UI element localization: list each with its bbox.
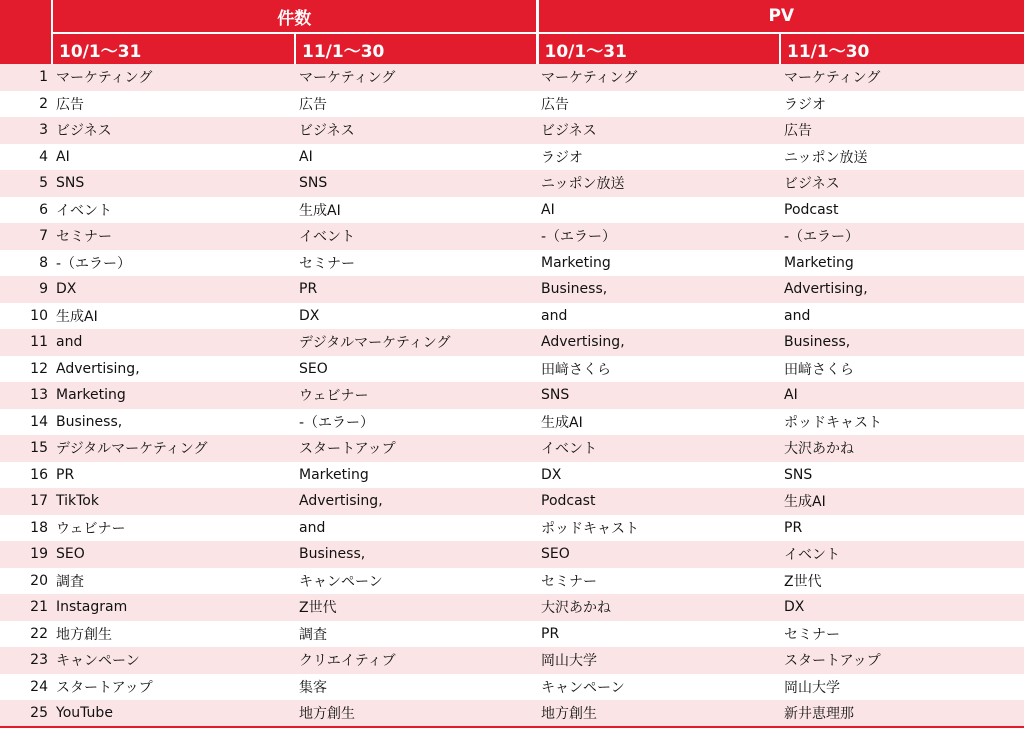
period-header-count-oct: 10/1～31	[52, 33, 295, 64]
rank-cell: 24	[0, 674, 52, 701]
cell-pv-nov: ビジネス	[780, 170, 1024, 197]
rank-cell: 12	[0, 356, 52, 383]
cell-pv-nov: Business,	[780, 329, 1024, 356]
cell-count-nov: スタートアップ	[295, 435, 537, 462]
cell-count-nov: Advertising,	[295, 488, 537, 515]
table-row	[0, 382, 1024, 409]
rank-cell: 3	[0, 117, 52, 144]
cell-count-oct: キャンペーン	[52, 647, 295, 674]
cell-count-oct: セミナー	[52, 223, 295, 250]
cell-pv-oct: AI	[537, 197, 780, 224]
rank-header-cell	[0, 0, 52, 64]
cell-pv-oct: ニッポン放送	[537, 170, 780, 197]
table-row	[0, 303, 1024, 330]
cell-count-oct: Business,	[52, 409, 295, 436]
cell-count-nov: PR	[295, 276, 537, 303]
table-row	[0, 170, 1024, 197]
rank-cell: 18	[0, 515, 52, 542]
cell-pv-nov: 田﨑さくら	[780, 356, 1024, 383]
rank-cell: 4	[0, 144, 52, 171]
cell-count-nov: Business,	[295, 541, 537, 568]
rank-cell: 16	[0, 462, 52, 489]
cell-pv-oct: SEO	[537, 541, 780, 568]
period-header-pv-oct: 10/1～31	[537, 33, 780, 64]
cell-count-oct: イベント	[52, 197, 295, 224]
cell-count-oct: DX	[52, 276, 295, 303]
rank-cell: 19	[0, 541, 52, 568]
cell-pv-nov: PR	[780, 515, 1024, 542]
cell-count-nov: SEO	[295, 356, 537, 383]
rank-cell: 13	[0, 382, 52, 409]
rank-cell: 6	[0, 197, 52, 224]
cell-count-nov: マーケティング	[295, 64, 537, 91]
rank-cell: 14	[0, 409, 52, 436]
header-group-row	[0, 0, 1024, 33]
cell-count-oct: -（エラー）	[52, 250, 295, 277]
table-row	[0, 64, 1024, 91]
cell-pv-oct: Podcast	[537, 488, 780, 515]
cell-count-nov: SNS	[295, 170, 537, 197]
cell-count-oct: PR	[52, 462, 295, 489]
table-row	[0, 197, 1024, 224]
table-row	[0, 250, 1024, 277]
cell-count-oct: 地方創生	[52, 621, 295, 648]
table-row	[0, 594, 1024, 621]
cell-pv-nov: and	[780, 303, 1024, 330]
group-header-count: 件数	[52, 0, 537, 33]
cell-pv-nov: -（エラー）	[780, 223, 1024, 250]
cell-count-nov: デジタルマーケティング	[295, 329, 537, 356]
cell-count-nov: AI	[295, 144, 537, 171]
table-row	[0, 541, 1024, 568]
table-row	[0, 700, 1024, 727]
cell-count-nov: 広告	[295, 91, 537, 118]
cell-pv-oct: マーケティング	[537, 64, 780, 91]
table-row	[0, 329, 1024, 356]
rank-cell: 23	[0, 647, 52, 674]
cell-pv-nov: マーケティング	[780, 64, 1024, 91]
table-row	[0, 568, 1024, 595]
table-row	[0, 144, 1024, 171]
table-row	[0, 117, 1024, 144]
table-row	[0, 488, 1024, 515]
cell-pv-nov: Podcast	[780, 197, 1024, 224]
cell-count-nov: 地方創生	[295, 700, 537, 727]
cell-count-oct: SNS	[52, 170, 295, 197]
cell-count-nov: 調査	[295, 621, 537, 648]
cell-count-nov: クリエイティブ	[295, 647, 537, 674]
cell-count-oct: Marketing	[52, 382, 295, 409]
cell-count-nov: ウェビナー	[295, 382, 537, 409]
cell-pv-oct: SNS	[537, 382, 780, 409]
rank-cell: 22	[0, 621, 52, 648]
rank-cell: 8	[0, 250, 52, 277]
cell-count-oct: 調査	[52, 568, 295, 595]
rank-cell: 7	[0, 223, 52, 250]
cell-count-oct: ウェビナー	[52, 515, 295, 542]
table-row	[0, 435, 1024, 462]
cell-count-oct: AI	[52, 144, 295, 171]
cell-count-oct: 広告	[52, 91, 295, 118]
cell-pv-nov: DX	[780, 594, 1024, 621]
cell-count-oct: Advertising,	[52, 356, 295, 383]
group-header-pv: PV	[537, 0, 1024, 33]
rank-cell: 9	[0, 276, 52, 303]
cell-count-oct: Instagram	[52, 594, 295, 621]
cell-count-nov: -（エラー）	[295, 409, 537, 436]
rank-cell: 21	[0, 594, 52, 621]
cell-pv-oct: Advertising,	[537, 329, 780, 356]
cell-pv-nov: Marketing	[780, 250, 1024, 277]
header-period-row	[0, 33, 1024, 64]
cell-pv-oct: Business,	[537, 276, 780, 303]
period-header-count-nov: 11/1～30	[295, 33, 537, 64]
cell-pv-oct: PR	[537, 621, 780, 648]
table-row	[0, 409, 1024, 436]
cell-pv-nov: 広告	[780, 117, 1024, 144]
cell-pv-nov: 岡山大学	[780, 674, 1024, 701]
cell-pv-oct: 岡山大学	[537, 647, 780, 674]
cell-count-nov: DX	[295, 303, 537, 330]
cell-count-nov: キャンペーン	[295, 568, 537, 595]
rank-cell: 25	[0, 700, 52, 727]
cell-count-oct: YouTube	[52, 700, 295, 727]
table-row	[0, 621, 1024, 648]
rank-cell: 15	[0, 435, 52, 462]
cell-pv-nov: ニッポン放送	[780, 144, 1024, 171]
table-row	[0, 276, 1024, 303]
cell-count-nov: Z世代	[295, 594, 537, 621]
cell-pv-nov: Z世代	[780, 568, 1024, 595]
cell-pv-oct: キャンペーン	[537, 674, 780, 701]
rank-cell: 11	[0, 329, 52, 356]
cell-pv-nov: Advertising,	[780, 276, 1024, 303]
cell-count-nov: Marketing	[295, 462, 537, 489]
cell-count-nov: 集客	[295, 674, 537, 701]
cell-pv-nov: セミナー	[780, 621, 1024, 648]
cell-pv-oct: セミナー	[537, 568, 780, 595]
cell-count-oct: ビジネス	[52, 117, 295, 144]
cell-pv-nov: スタートアップ	[780, 647, 1024, 674]
cell-pv-nov: イベント	[780, 541, 1024, 568]
cell-pv-oct: and	[537, 303, 780, 330]
rank-cell: 1	[0, 64, 52, 91]
cell-pv-oct: ビジネス	[537, 117, 780, 144]
cell-count-nov: and	[295, 515, 537, 542]
cell-count-nov: イベント	[295, 223, 537, 250]
cell-pv-nov: ポッドキャスト	[780, 409, 1024, 436]
rank-cell: 5	[0, 170, 52, 197]
cell-pv-nov: AI	[780, 382, 1024, 409]
cell-count-nov: 生成AI	[295, 197, 537, 224]
table-row	[0, 223, 1024, 250]
cell-count-oct: and	[52, 329, 295, 356]
rank-cell: 2	[0, 91, 52, 118]
cell-pv-oct: 地方創生	[537, 700, 780, 727]
cell-pv-oct: -（エラー）	[537, 223, 780, 250]
cell-count-nov: ビジネス	[295, 117, 537, 144]
rank-cell: 10	[0, 303, 52, 330]
cell-pv-oct: Marketing	[537, 250, 780, 277]
cell-pv-nov: ラジオ	[780, 91, 1024, 118]
table-row	[0, 515, 1024, 542]
cell-pv-oct: 生成AI	[537, 409, 780, 436]
cell-pv-oct: DX	[537, 462, 780, 489]
cell-count-nov: セミナー	[295, 250, 537, 277]
rank-cell: 17	[0, 488, 52, 515]
cell-count-oct: 生成AI	[52, 303, 295, 330]
table-row	[0, 674, 1024, 701]
cell-count-oct: SEO	[52, 541, 295, 568]
table-header	[0, 0, 1024, 64]
table-row	[0, 647, 1024, 674]
cell-pv-nov: 生成AI	[780, 488, 1024, 515]
cell-pv-oct: 広告	[537, 91, 780, 118]
cell-count-oct: マーケティング	[52, 64, 295, 91]
cell-pv-oct: ポッドキャスト	[537, 515, 780, 542]
cell-count-oct: デジタルマーケティング	[52, 435, 295, 462]
cell-count-oct: スタートアップ	[52, 674, 295, 701]
table-body	[0, 64, 1024, 727]
cell-count-oct: TikTok	[52, 488, 295, 515]
cell-pv-nov: SNS	[780, 462, 1024, 489]
cell-pv-oct: 大沢あかね	[537, 594, 780, 621]
cell-pv-oct: 田﨑さくら	[537, 356, 780, 383]
cell-pv-oct: ラジオ	[537, 144, 780, 171]
cell-pv-nov: 新井恵理那	[780, 700, 1024, 727]
table-row	[0, 91, 1024, 118]
rank-cell: 20	[0, 568, 52, 595]
cell-pv-oct: イベント	[537, 435, 780, 462]
period-header-pv-nov: 11/1～30	[780, 33, 1024, 64]
table-row	[0, 356, 1024, 383]
table-row	[0, 462, 1024, 489]
cell-pv-nov: 大沢あかね	[780, 435, 1024, 462]
